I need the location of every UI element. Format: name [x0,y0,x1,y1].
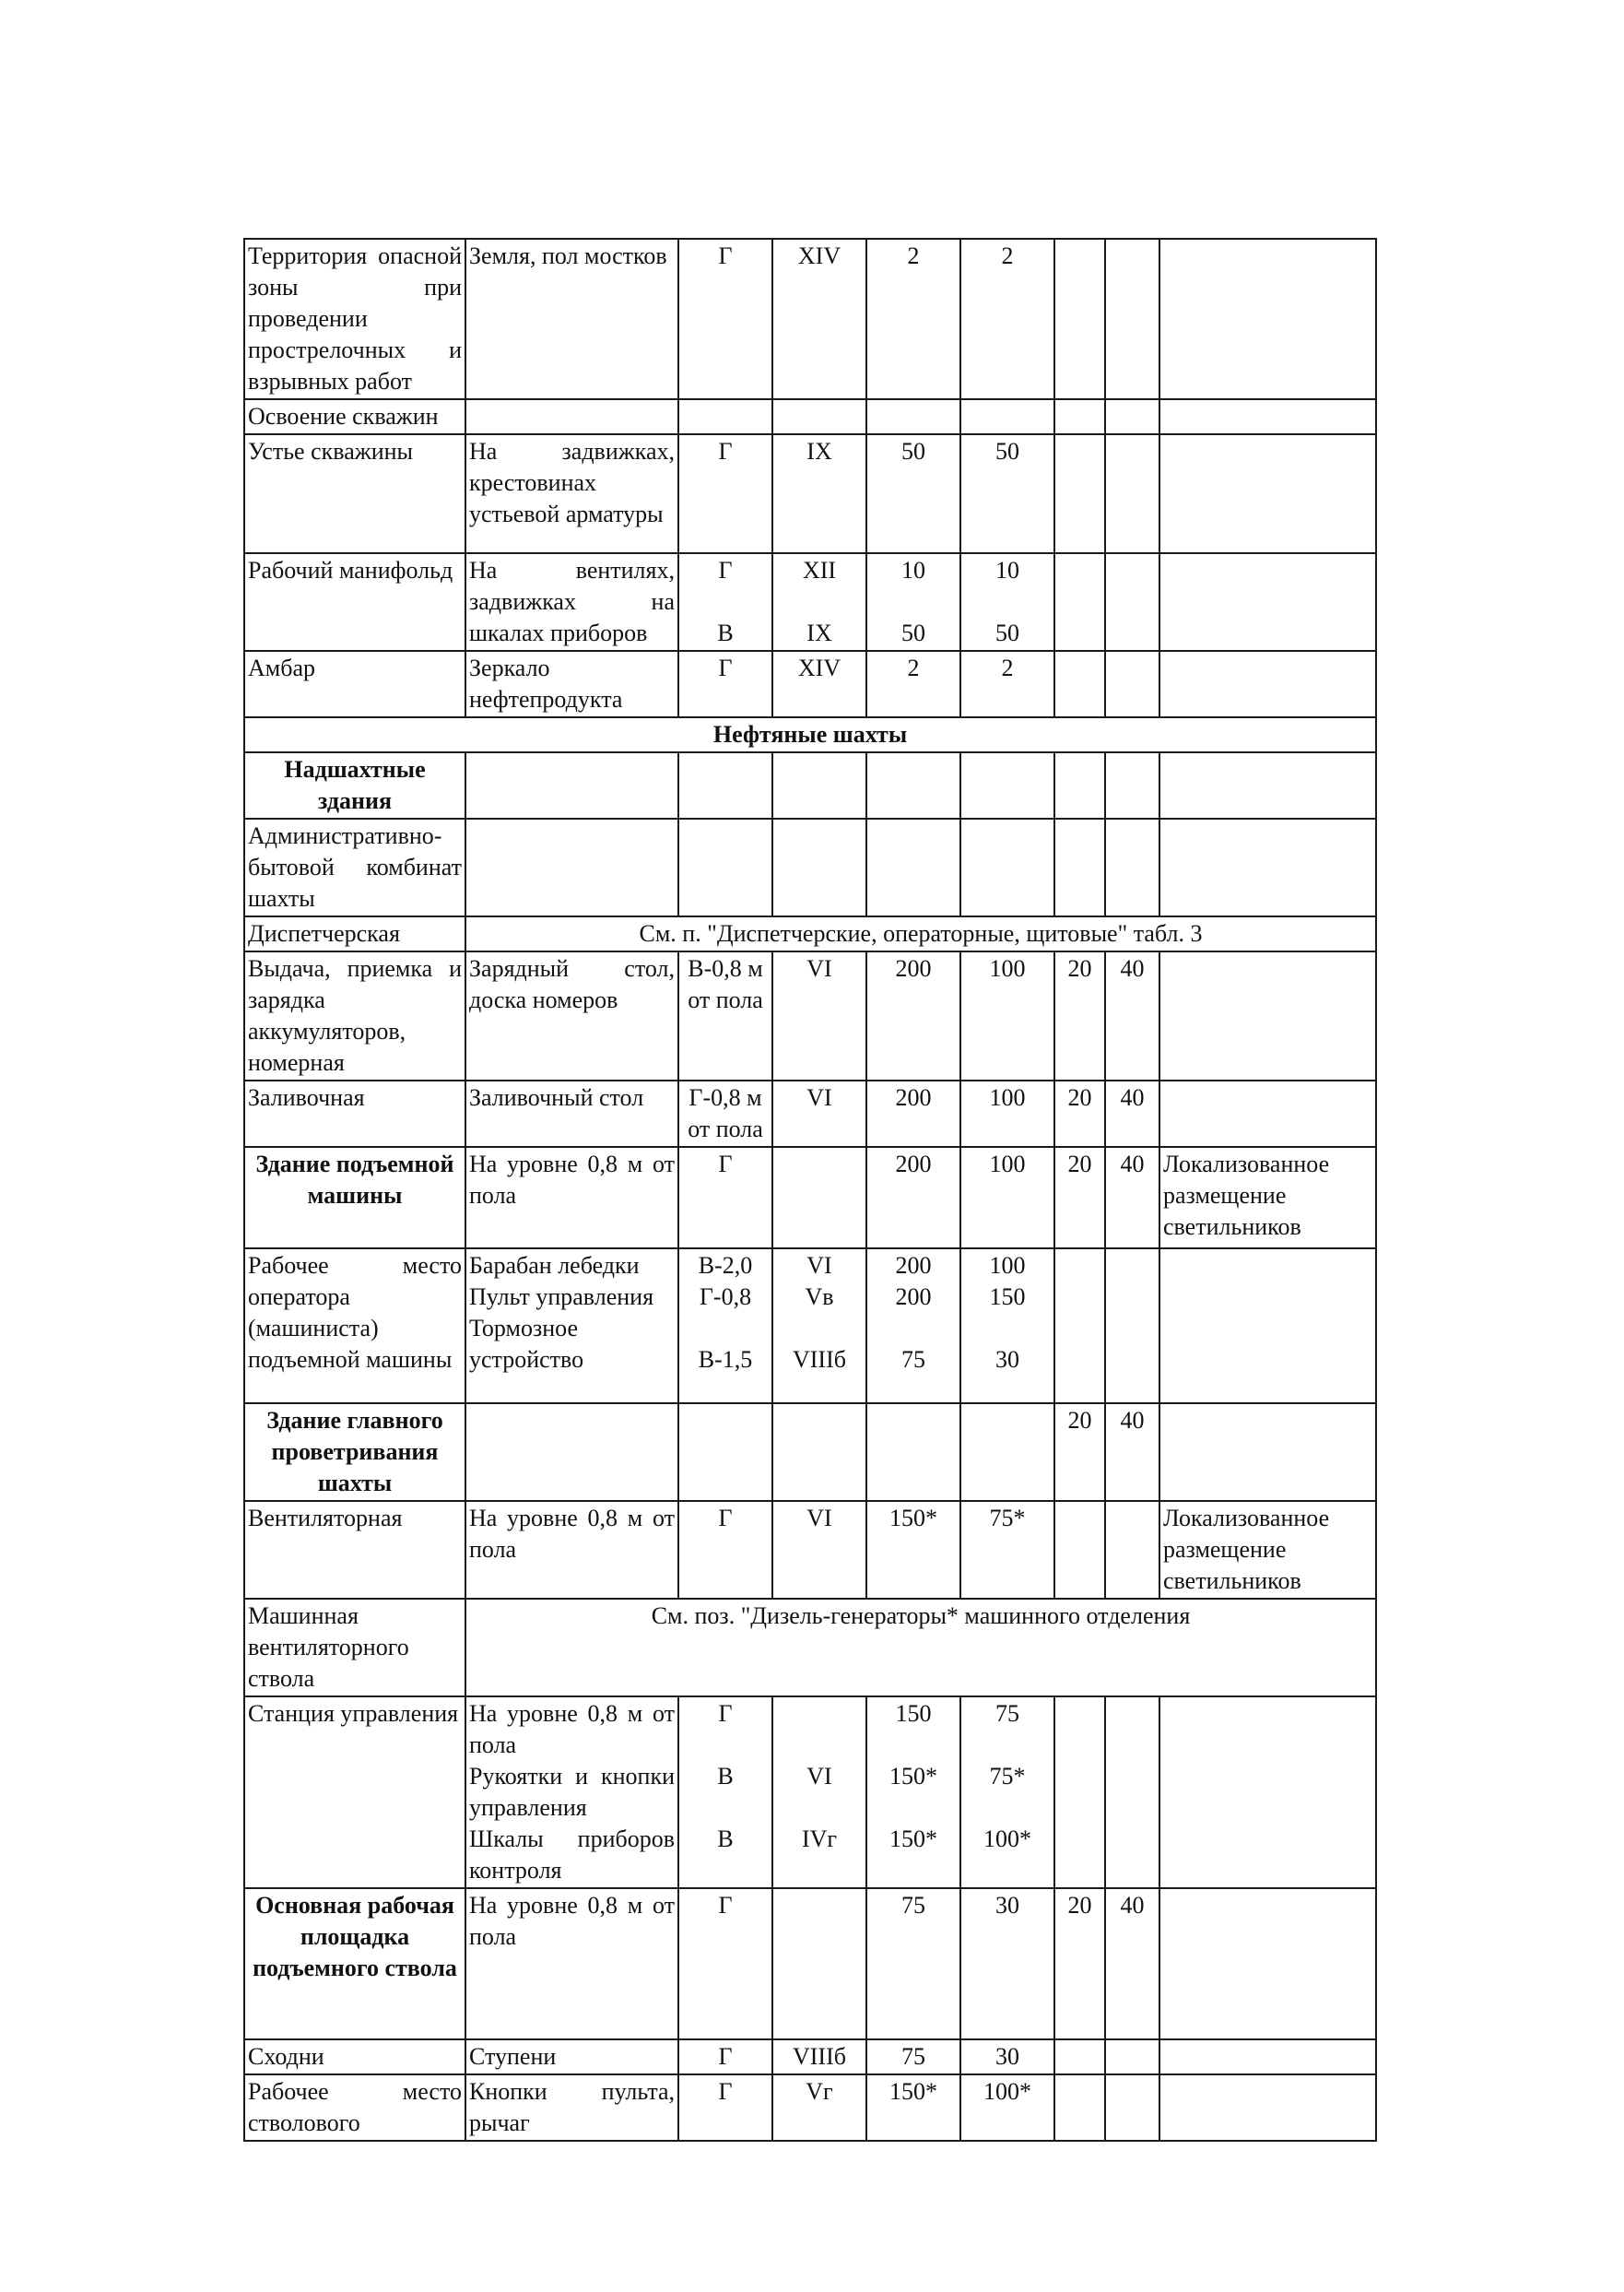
pulsation-cell [1105,434,1159,553]
cell-line: 150 [895,1700,932,1727]
cell-line: Рукоятки и кнопки управления [469,1763,675,1821]
lux-combined-cell [866,1696,960,1888]
lux-combined-cell [866,752,960,819]
cell-line: VI [806,1252,832,1279]
room-cell: Здание главного проветривания шахты [244,1403,465,1501]
reference-note-cell: См. поз. "Дизель-генераторы* машинного отделения [465,1599,1376,1696]
category-cell: VI [772,1501,866,1599]
lux-combined-cell [866,1248,960,1403]
note-cell [1159,819,1376,916]
category-cell [772,1248,866,1403]
glare-index-cell: 20 [1054,1081,1105,1147]
cell-line [776,1313,863,1344]
room-cell: Основная рабочая площадка подъемного ствола [244,1888,465,2039]
lux-combined-cell: 150* [866,1501,960,1599]
lux-general-cell [960,1248,1054,1403]
glare-index-cell [1054,2074,1105,2141]
plane-cell: В-0,8 м от пола [678,951,772,1081]
surface-cell [465,1248,678,1403]
note-cell [1159,399,1376,434]
cell-line [682,1792,769,1824]
cell-line [964,1313,1051,1344]
glare-index-cell [1054,752,1105,819]
category-cell: VIIIб [772,2039,866,2074]
room-cell: Амбар [244,651,465,717]
glare-index-cell [1054,819,1105,916]
plane-cell: Г [678,651,772,717]
category-cell: IX [772,434,866,553]
cell-line: 150* [889,1825,937,1852]
lux-general-cell [960,819,1054,916]
lux-general-cell: 2 [960,239,1054,399]
plane-cell: Г-0,8 м от пола [678,1081,772,1147]
room-cell: Территория опасной зоны при проведении прострелочных и взрывных работ [244,239,465,399]
lux-combined-cell: 2 [866,651,960,717]
note-cell [1159,1081,1376,1147]
pulsation-cell [1105,819,1159,916]
cell-line: 100* [983,1825,1031,1852]
category-cell: XIV [772,651,866,717]
cell-line [682,1730,769,1761]
table-row [244,752,1376,819]
room-cell: Заливочная [244,1081,465,1147]
note-cell [1159,752,1376,819]
note-cell [1159,239,1376,399]
reference-note-cell: См. п. "Диспетчерские, операторные, щитовые" табл. 3 [465,916,1376,951]
lux-combined-cell [866,1403,960,1501]
plane-cell: Г [678,1147,772,1248]
cell-line [870,586,957,618]
surface-cell: Кнопки пульта, рычаг [465,2074,678,2141]
cell-line: VIIIб [793,1346,846,1373]
cell-line [776,1792,863,1824]
cell-line: Г [718,557,733,584]
plane-cell [678,752,772,819]
cell-line: 150 [989,1283,1026,1310]
plane-cell [678,819,772,916]
cell-line: 150* [889,1763,937,1790]
surface-cell [465,819,678,916]
cell-line: Барабан лебедки [469,1252,640,1279]
lux-general-cell [960,1403,1054,1501]
cell-line: Тормозное устройство [469,1315,584,1373]
cell-line: 10 [901,557,925,584]
cell-line [964,586,1051,618]
glare-index-cell [1054,553,1105,651]
note-cell [1159,951,1376,1081]
pulsation-cell [1105,1248,1159,1403]
pulsation-cell [1105,651,1159,717]
note-cell [1159,1403,1376,1501]
glare-index-cell [1054,2039,1105,2074]
cell-line: 75 [995,1700,1019,1727]
table-row [244,434,1376,553]
glare-index-cell [1054,1501,1105,1599]
pulsation-cell: 40 [1105,1403,1159,1501]
room-cell: Сходни [244,2039,465,2074]
cell-line: В-1,5 [698,1346,753,1373]
table-row [244,2039,1376,2074]
lux-general-cell: 100 [960,1081,1054,1147]
note-cell [1159,1248,1376,1403]
table-row [244,1081,1376,1147]
plane-cell [678,553,772,651]
lux-general-cell [960,752,1054,819]
category-cell: Vг [772,2074,866,2141]
category-cell [772,1888,866,2039]
lux-combined-cell [866,819,960,916]
cell-line: 100 [989,1252,1026,1279]
lux-combined-cell [866,553,960,651]
table-row [244,1248,1376,1403]
glare-index-cell [1054,1696,1105,1888]
lux-combined-cell: 200 [866,951,960,1081]
surface-cell: Зарядный стол, доска номеров [465,951,678,1081]
plane-cell: Г [678,2074,772,2141]
table-row [244,553,1376,651]
table-row [244,2074,1376,2141]
cell-line: Пульт управления [469,1283,654,1310]
cell-line [776,1698,863,1730]
room-cell: Выдача, приемка и зарядка аккумуляторов, номерная [244,951,465,1081]
room-cell: Устье скважины [244,434,465,553]
table-row [244,1403,1376,1501]
cell-line: В [717,1825,734,1852]
table-row [244,819,1376,916]
note-cell [1159,2039,1376,2074]
note-cell: Локализованное размещение светильников [1159,1147,1376,1248]
pulsation-cell: 40 [1105,951,1159,1081]
cell-line: Шкалы приборов контроля [469,1825,675,1884]
table-row [244,1501,1376,1599]
table-row [244,916,1376,951]
glare-index-cell [1054,434,1105,553]
cell-line: Vв [805,1283,834,1310]
lux-combined-cell: 150* [866,2074,960,2141]
cell-line: 75 [901,1346,925,1373]
plane-cell: Г [678,434,772,553]
pulsation-cell: 40 [1105,1081,1159,1147]
surface-cell: На задвижках, крестовинах устьевой арматуры [465,434,678,553]
room-cell: Надшахтные здания [244,752,465,819]
plane-cell: Г [678,1501,772,1599]
lux-general-cell [960,1696,1054,1888]
category-cell [772,819,866,916]
category-cell [772,1403,866,1501]
category-cell [772,399,866,434]
cell-line: XII [802,557,837,584]
note-cell [1159,2074,1376,2141]
surface-cell: На уровне 0,8 м от пола [465,1888,678,2039]
room-cell: Вентиляторная [244,1501,465,1599]
room-cell: Диспетчерская [244,916,465,951]
pulsation-cell [1105,1696,1159,1888]
surface-cell: Заливочный стол [465,1081,678,1147]
lighting-norms-table [243,238,1377,2142]
pulsation-cell [1105,2074,1159,2141]
cell-line [682,1313,769,1344]
room-cell: Станция управления [244,1696,465,1888]
cell-line [870,1792,957,1824]
category-cell: XIV [772,239,866,399]
pulsation-cell [1105,1501,1159,1599]
cell-line [870,1313,957,1344]
surface-cell [465,1696,678,1888]
plane-cell [678,1403,772,1501]
pulsation-cell [1105,239,1159,399]
glare-index-cell: 20 [1054,1888,1105,2039]
category-cell [772,752,866,819]
surface-cell: На вентилях, задвижках на шкалах приборов [465,553,678,651]
lux-combined-cell: 50 [866,434,960,553]
note-cell [1159,651,1376,717]
table-row [244,1888,1376,2039]
table-row [244,1147,1376,1248]
room-cell: Здание подъемной машины [244,1147,465,1248]
glare-index-cell [1054,1248,1105,1403]
room-cell: Освоение скважин [244,399,465,434]
cell-line: 200 [895,1283,932,1310]
cell-line: IX [806,620,832,646]
lux-general-cell: 100 [960,1147,1054,1248]
surface-cell [465,399,678,434]
plane-cell: Г [678,239,772,399]
glare-index-cell: 20 [1054,1403,1105,1501]
room-cell: Административно-бытовой комбинат шахты [244,819,465,916]
surface-cell: Ступени [465,2039,678,2074]
surface-cell: На уровне 0,8 м от пола [465,1501,678,1599]
room-cell: Машинная вентиляторного ствола [244,1599,465,1696]
cell-line [682,586,769,618]
table-row [244,717,1376,752]
pulsation-cell [1105,553,1159,651]
table-row [244,651,1376,717]
table-row [244,1599,1376,1696]
cell-line: В-2,0 [698,1252,753,1279]
cell-line: 75* [989,1763,1026,1790]
table-row [244,951,1376,1081]
cell-line: VI [806,1763,832,1790]
note-cell [1159,1696,1376,1888]
category-cell: VI [772,951,866,1081]
pulsation-cell [1105,752,1159,819]
room-cell: Рабочее место стволового [244,2074,465,2141]
table-row [244,399,1376,434]
plane-cell [678,1696,772,1888]
cell-line: 200 [895,1252,932,1279]
cell-line: IVг [801,1825,838,1852]
cell-line [964,1792,1051,1824]
cell-line: В [717,1763,734,1790]
category-cell: VI [772,1081,866,1147]
cell-line [870,1730,957,1761]
category-cell [772,1147,866,1248]
room-cell: Рабочее место оператора (машиниста) подъемной машины [244,1248,465,1403]
surface-cell [465,752,678,819]
glare-index-cell: 20 [1054,951,1105,1081]
category-cell [772,1696,866,1888]
surface-cell: Зеркало нефтепродукта [465,651,678,717]
plane-cell [678,1248,772,1403]
plane-cell: Г [678,1888,772,2039]
table-row [244,1696,1376,1888]
cell-line: Г [718,1700,733,1727]
plane-cell: Г [678,2039,772,2074]
lux-combined-cell: 200 [866,1081,960,1147]
cell-line: 10 [995,557,1019,584]
glare-index-cell: 20 [1054,1147,1105,1248]
cell-line: 50 [901,620,925,646]
lux-combined-cell: 2 [866,239,960,399]
lux-combined-cell: 75 [866,2039,960,2074]
pulsation-cell [1105,399,1159,434]
lux-general-cell: 100* [960,2074,1054,2141]
cell-line: Г-0,8 [699,1283,752,1310]
cell-line [776,1730,863,1761]
lux-general-cell: 30 [960,1888,1054,2039]
cell-line: В [717,620,734,646]
lux-general-cell [960,553,1054,651]
cell-line: 50 [995,620,1019,646]
table-row [244,239,1376,399]
note-cell [1159,434,1376,553]
lux-general-cell: 50 [960,434,1054,553]
note-cell: Локализованное размещение светильников [1159,1501,1376,1599]
lux-general-cell: 100 [960,951,1054,1081]
cell-line [776,586,863,618]
plane-cell [678,399,772,434]
glare-index-cell [1054,651,1105,717]
pulsation-cell [1105,2039,1159,2074]
lux-general-cell: 75* [960,1501,1054,1599]
section-heading: Нефтяные шахты [244,717,1376,752]
room-cell: Рабочий манифольд [244,553,465,651]
glare-index-cell [1054,239,1105,399]
lux-general-cell [960,399,1054,434]
category-cell [772,553,866,651]
lux-general-cell: 30 [960,2039,1054,2074]
note-cell [1159,1888,1376,2039]
glare-index-cell [1054,399,1105,434]
note-cell [1159,553,1376,651]
surface-cell: На уровне 0,8 м от пола [465,1147,678,1248]
lux-general-cell: 2 [960,651,1054,717]
pulsation-cell: 40 [1105,1147,1159,1248]
pulsation-cell: 40 [1105,1888,1159,2039]
lux-combined-cell: 75 [866,1888,960,2039]
cell-line: 30 [995,1346,1019,1373]
lux-combined-cell: 200 [866,1147,960,1248]
cell-line: На уровне 0,8 м от пола [469,1700,675,1758]
surface-cell [465,1403,678,1501]
cell-line [964,1730,1051,1761]
surface-cell: Земля, пол мостков [465,239,678,399]
lux-combined-cell [866,399,960,434]
